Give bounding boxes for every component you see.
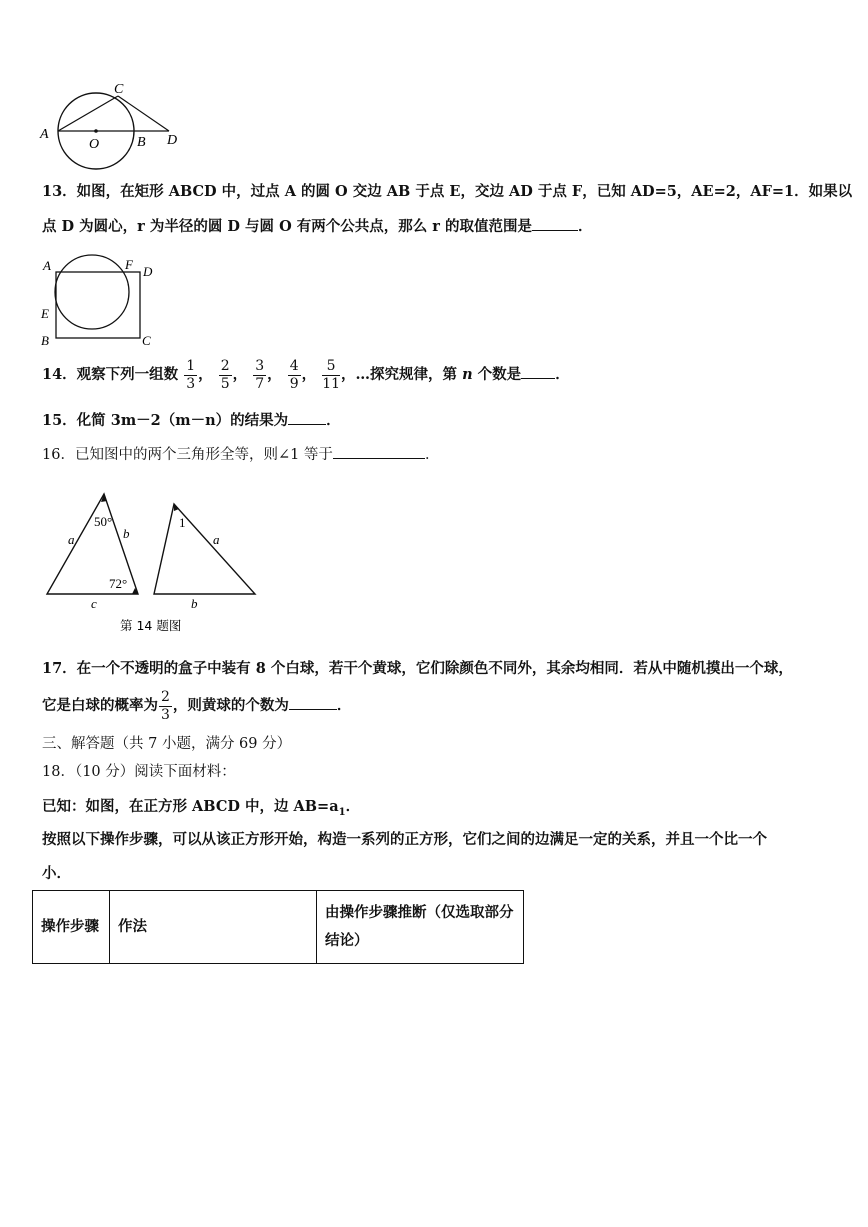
table-col-steps-label: 操作步骤	[41, 918, 99, 935]
q17-answer-blank[interactable]	[289, 695, 337, 710]
line-a-c	[58, 96, 118, 131]
q14-frac-2-den: 5	[220, 375, 230, 392]
label-b: B	[137, 135, 146, 150]
q14-sep-1: ，	[198, 366, 213, 383]
q14-sep-3: ，	[267, 366, 282, 383]
q14-n: n	[462, 366, 473, 383]
q18-known	[42, 797, 360, 823]
center-point	[94, 129, 98, 133]
q17-frac-den: 3	[161, 706, 170, 723]
table-col-steps	[33, 891, 110, 964]
table-col-method-label: 作法	[118, 918, 147, 935]
q14-end: ．	[555, 366, 570, 383]
q14-frac-3-num: 3	[255, 357, 265, 374]
q18-known-text: 已知：如图，在正方形 ABCD 中，边 AB=a	[42, 798, 339, 815]
q16-text: 16．已知图中的两个三角形全等，则∠1 等于	[42, 447, 333, 463]
table-col-inference	[317, 891, 524, 964]
q16-answer-blank[interactable]	[333, 444, 425, 459]
q17-frac-num: 2	[161, 688, 170, 705]
section-3-heading: 三、解答题（共 7 小题，满分 69 分）	[42, 736, 292, 752]
q18-para2: 小．	[42, 865, 71, 882]
q14-line	[42, 357, 570, 393]
q14-sep-2: ，	[232, 366, 248, 383]
circle-o-2	[55, 255, 129, 329]
label-d: D	[167, 133, 178, 148]
table-col-method	[110, 891, 317, 964]
label-72-deg: 72°	[109, 576, 128, 591]
label-a: A	[40, 127, 49, 142]
q18-para1: 按照以下操作步骤，可以从该正方形开始，构造一系列的正方形，它们之间的边满足一定的关系，并且一个比一个	[42, 831, 767, 848]
table-header-row	[33, 891, 524, 964]
q14-suffix-b: 个数是	[472, 366, 522, 383]
q14-prefix: 14．观察下列一组数	[42, 366, 179, 383]
q14-frac-1-den: 3	[186, 375, 196, 392]
figure-caption: 第 14 题图	[120, 618, 182, 633]
q16-line	[42, 444, 439, 465]
q18-known-end: ．	[345, 798, 361, 815]
label-b-left: b	[123, 526, 130, 541]
q13-answer-blank[interactable]	[532, 216, 578, 231]
q13-end: ．	[578, 218, 593, 235]
q15-text: 15．化简 3m－2（m－n）的结果为	[42, 412, 289, 429]
q17-line2b: ，则黄球的个数为	[172, 697, 289, 714]
q13-line2-text: 点 D 为圆心，r 为半径的圆 D 与圆 O 有两个公共点，那么 r 的取值范围是	[42, 218, 532, 235]
label-50-deg: 50°	[94, 514, 113, 529]
label-a-right: a	[213, 532, 220, 547]
table-col-inference-label: 由操作步骤推断（仅选取部分结论）	[325, 904, 514, 949]
label-angle-1: 1	[179, 515, 186, 530]
q14-suffix-a: ，…探究规律，第	[341, 366, 463, 383]
figure-circle-tangent	[36, 78, 186, 178]
label-b-2: B	[41, 333, 49, 348]
q14-frac-1-num: 1	[186, 357, 196, 374]
label-e-2: E	[41, 306, 49, 321]
q14-frac-5-num: 5	[322, 358, 340, 376]
label-d-2: D	[143, 264, 153, 279]
label-f-2: F	[125, 257, 133, 272]
q14-frac-3	[253, 358, 266, 393]
q15-end: ．	[326, 412, 341, 429]
q17-line2	[42, 688, 351, 724]
q14-frac-4-den: 9	[289, 375, 299, 392]
q14-sep-4: ，	[301, 366, 317, 383]
q13-line2	[42, 216, 593, 237]
label-o: O	[89, 137, 100, 152]
q14-frac-3-den: 7	[255, 375, 265, 392]
angle-mark-top-right	[174, 504, 179, 511]
operation-table	[32, 890, 524, 964]
q14-frac-5	[322, 358, 340, 393]
q14-frac-2	[219, 358, 232, 393]
q14-frac-4	[288, 358, 301, 393]
q18-known-sub: 1	[338, 806, 346, 818]
label-a-2: A	[43, 258, 51, 273]
label-c: C	[114, 82, 124, 97]
q17-line1: 17．在一个不透明的盒子中装有 8 个白球，若干个黄球，它们除颜色不同外，其余均相同．若从中随机摸出一个球，	[42, 660, 793, 677]
figure-rectangle-circle	[36, 250, 166, 350]
q15-line	[42, 410, 341, 431]
line-c-d	[118, 96, 169, 131]
q14-frac-4-num: 4	[289, 357, 299, 374]
q14-frac-5-den: 11	[322, 375, 341, 392]
label-b-right: b	[191, 596, 198, 611]
label-a-left: a	[68, 532, 75, 547]
q14-frac-1	[184, 358, 197, 393]
q17-end: ．	[336, 697, 352, 714]
label-c-left: c	[91, 596, 97, 611]
q13-line1: 13．如图，在矩形 ABCD 中，过点 A 的圆 O 交边 AB 于点 E，交边 AD 于点 F，已知 AD=5，AE=2，AF=1．如果以	[42, 183, 853, 200]
q14-answer-blank[interactable]	[521, 364, 555, 379]
q18-head: 18．（10 分）阅读下面材料：	[42, 764, 236, 780]
q17-line2a: 它是白球的概率为	[42, 697, 158, 714]
q15-answer-blank[interactable]	[288, 410, 326, 425]
q14-frac-2-num: 2	[220, 357, 230, 374]
triangle-right	[154, 504, 255, 594]
q17-frac	[159, 689, 172, 724]
label-c-2: C	[142, 333, 151, 348]
q16-end: ．	[424, 447, 440, 463]
figure-congruent-triangles	[40, 488, 270, 638]
